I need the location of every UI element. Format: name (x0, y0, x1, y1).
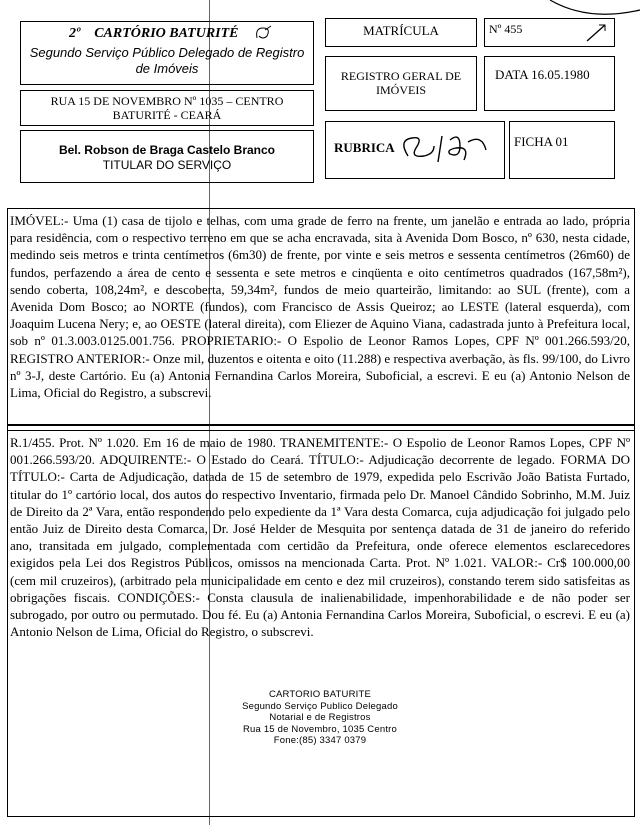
office-number: 2º (69, 26, 81, 41)
officer-name: Bel. Robson de Braga Castelo Branco (58, 143, 276, 157)
stamp-line4: Rua 15 de Novembro, 1035 Centro (242, 723, 398, 735)
address-line2: BATURITÉ - CEARÁ (112, 108, 222, 122)
ficha-box (509, 121, 615, 179)
office-service-line2: de Imóveis (135, 61, 199, 76)
registry-label: REGISTRO GERAL DE IMÓVEIS (340, 69, 462, 97)
ficha-label: FICHA 01 (514, 134, 569, 149)
address-line1: RUA 15 DE NOVEMBRO Nº 1035 – CENTRO (50, 94, 284, 108)
matricula-label-box (325, 18, 477, 47)
officer-title: TITULAR DO SERVIÇO (102, 158, 232, 172)
stamp-line3: Notarial e de Registros (269, 712, 371, 723)
registry-box (325, 56, 477, 111)
office-service-line1: Segundo Serviço Público Delegado de Registro (29, 45, 305, 60)
office-name-box (20, 21, 314, 85)
office-stamp (190, 689, 450, 747)
initial-mark (253, 24, 275, 42)
office-name: CARTÓRIO BATURITÉ (94, 26, 239, 41)
section-divider (7, 430, 635, 431)
rubrica-signature (398, 128, 498, 170)
record-date: DATA 16.05.1980 (495, 67, 590, 82)
officer-box (20, 130, 314, 183)
matricula-number-box (484, 18, 615, 47)
matricula-number: Nº 455 (489, 22, 523, 36)
rubrica-label: RUBRICA (334, 140, 395, 155)
address-box (20, 90, 314, 126)
rubrica-box (325, 121, 505, 179)
imovel-paragraph: IMÓVEL:- Uma (1) casa de tijolo e telhas, com uma grade de ferro na frente, um janelão e entrada ao lado, própria para residência, com o respectivo terreno em que se acha encravada, sita à Avenida Dom Bosco, nº 630, nesta cidade, medindo seis metros e trinta centímetros (6m30) de frente, por vinte e seis metros e sessenta centímetros (26m60) de fundos, perfazendo a área de cento e sessenta e sete metros e cinqüenta e oito centímetros quadrados (167,58m²), sendo coberta, 108,24m², e descoberta, 59,34m², fundos de meio quarteirão, limitando: ao SUL (frente), com a Avenida Dom Bosco; ao NORTE (fundos), com Francisco de Assis Queiroz; ao LESTE (lateral esquerda), com Joaquim Lucena Nery; e, ao OESTE (lateral direita), com Eliezer de Aquino Viana, cadastrada junto à Prefeitura local, sob nº 01.3.003.0125.001.756. PROPRIETARIO:- O Espolio de Leonor Ramos Lopes, CPF Nº 001.266.593/20, REGISTRO ANTERIOR:- Onze mil, duzentos e oitenta e oito (11.288) e respectiva averbação, às fls. 99/100, do Livro nº 3-J, deste Cartório. Eu (a) Antonia Fernandina Carlos Moreira, Suboficial, a escrevi. E eu (a) Antonio Nelson de Lima, Oficial do Registro, a subscrevi. (10, 213, 630, 401)
stamp-line2: Segundo Serviço Publico Delegado (242, 700, 398, 712)
matricula-label: MATRÍCULA (363, 23, 439, 38)
stamp-line1: CARTORIO BATURITE (268, 689, 372, 700)
matricula-check-mark (585, 23, 609, 43)
r1-paragraph: R.1/455. Prot. Nº 1.020. Em 16 de maio de 1980. TRANEMITENTE:- O Espolio de Leonor Ramos Lopes, CPF Nº 001.266.593/20. ADQUIRENTE:- O Estado do Ceará. TÍTULO:- Adjudicação decorrente de legado. FORMA DO TÍTULO:- Carta de Adjudicação, datada de 15 de setembro de 1979, expedida pelo Escrivão João Batista Furtado, titular do 1º cartório local, dos autos do respectivo Inventario, firmada pelo Dr. Manoel Cândido Sobrinho, M.M. Juiz de Direito da 2ª Vara, então respondendo pelo expediente da 1ª Vara desta Comarca, cuja adjudicação foi julgado pelo então Juiz de Direito desta Comarca, Dr. José Helder de Mesquita por sentença datada de 31 de janeiro do referido ano, transitada em julgado, complementada com certidão da Prefeitura, onde oferece elementos esclarecedores exigidos pela Lei dos Registros Públicos, omissos na mencionada Carta. Prot. Nº 1.021. VALOR:- Cr$ 100.000,00 (cem mil cruzeiros), (arbitrado pela municipalidade em cento e dez mil cruzeiros), constando terem sido satisfeitas as obrigações fiscais. CONDIÇÕES:- Consta clausula de inalienabilidade, impenhorabilidade e de não poder ser subrogado, por outro ou permutado. Dou fé. Eu (a) Antonia Fernandina Carlos Moreira, Suboficial, o escrevi. E eu (a) Antonio Nelson de Lima, Oficial do Registro, o subscrevi. (10, 435, 630, 640)
stamp-line5: Fone:(85) 3347 0379 (273, 735, 367, 746)
date-box (484, 56, 615, 111)
section-divider (7, 424, 635, 426)
